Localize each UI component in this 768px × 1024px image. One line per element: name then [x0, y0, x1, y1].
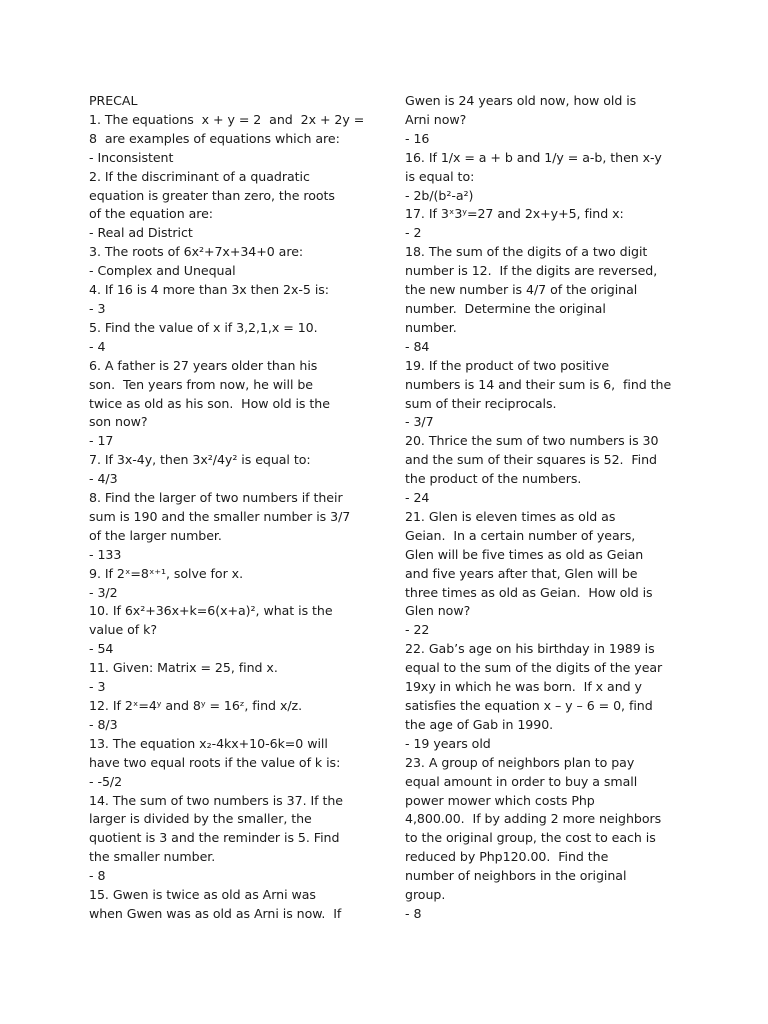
text-line: larger is divided by the smaller, the	[89, 811, 312, 827]
text-line: quotient is 3 and the reminder is 5. Find	[89, 830, 340, 846]
text-line: Geian. In a certain number of years,	[405, 527, 636, 543]
text-line: - -5/2	[89, 773, 123, 789]
text-line: Gwen is 24 years old now, how old is	[405, 93, 637, 108]
text-line: value of k?	[89, 622, 157, 638]
text-line: 9. If 2ˣ=8ˣ⁺¹, solve for x.	[89, 565, 244, 581]
text-line: - 8	[89, 868, 106, 884]
text-line: 8 are examples of equations which are:	[89, 130, 340, 146]
text-line: son now?	[89, 414, 148, 430]
text-line: - 8	[405, 905, 422, 921]
text-line: - 84	[405, 338, 430, 354]
text-line: number. Determine the original	[405, 300, 606, 316]
text-line: 23. A group of neighbors plan to pay	[405, 754, 635, 770]
text-line: - 3/2	[89, 584, 118, 600]
text-line: the product of the numbers.	[405, 471, 582, 487]
text-line: son. Ten years from now, he will be	[89, 376, 313, 392]
text-line: 18. The sum of the digits of a two digit	[405, 244, 648, 260]
text-line: - 16	[405, 130, 430, 146]
text-line: - 24	[405, 490, 430, 506]
text-line: have two equal roots if the value of k is:	[89, 754, 341, 770]
text-line: - 3	[89, 300, 106, 316]
text-line: - Inconsistent	[89, 149, 174, 165]
text-line: of the larger number.	[89, 527, 222, 543]
text-line: 1. The equations x + y = 2 and 2x + 2y =	[89, 111, 365, 127]
text-line: 19. If the product of two positive	[405, 357, 610, 373]
text-line: 22. Gab’s age on his birthday in 1989 is	[405, 641, 655, 657]
text-line: power mower which costs Php	[405, 792, 595, 808]
text-line: is equal to:	[405, 168, 475, 184]
text-line: the smaller number.	[89, 849, 216, 865]
text-line: 19xy in which he was born. If x and y	[405, 679, 642, 695]
text-line: sum of their reciprocals.	[405, 395, 557, 411]
text-line: when Gwen was as old as Arni is now. If	[89, 905, 342, 921]
text-line: three times as old as Geian. How old is	[405, 584, 653, 600]
text-line: 17. If 3ˣ3ʸ=27 and 2x+y+5, find x:	[405, 206, 624, 222]
text-line: 21. Glen is eleven times as old as	[405, 508, 616, 524]
text-line: - 3/7	[405, 414, 434, 430]
text-line: - 4/3	[89, 471, 118, 487]
text-line: 7. If 3x-4y, then 3x²/4y² is equal to:	[89, 452, 311, 468]
text-line: number is 12. If the digits are reversed,	[405, 263, 658, 279]
text-line: - 17	[89, 433, 114, 449]
text-line: 3. The roots of 6x²+7x+34+0 are:	[89, 244, 304, 260]
text-line: 10. If 6x²+36x+k=6(x+a)², what is the	[89, 603, 333, 619]
text-line: - 19 years old	[405, 735, 491, 751]
text-line: equal amount in order to buy a small	[405, 773, 638, 789]
text-line: 2. If the discriminant of a quadratic	[89, 168, 310, 184]
text-line: reduced by Php120.00. Find the	[405, 849, 609, 865]
text-line: Glen now?	[405, 603, 471, 619]
text-line: - Complex and Unequal	[89, 263, 236, 279]
text-line: to the original group, the cost to each is	[405, 830, 656, 846]
text-line: - 22	[405, 622, 430, 638]
text-line: 4. If 16 is 4 more than 3x then 2x-5 is:	[89, 282, 329, 298]
text-line: - 3	[89, 679, 106, 695]
text-line: 12. If 2ˣ=4ʸ and 8ʸ = 16ᶻ, find x/z.	[89, 698, 303, 713]
text-line: 20. Thrice the sum of two numbers is 30	[405, 433, 659, 449]
text-line: equal to the sum of the digits of the year	[405, 660, 663, 676]
text-line: Arni now?	[405, 111, 467, 127]
text-line: - Real ad District	[89, 225, 193, 241]
text-line: the age of Gab in 1990.	[405, 716, 554, 732]
right-column	[405, 92, 693, 924]
text-line: - 2	[405, 225, 422, 241]
text-line: 8. Find the larger of two numbers if their	[89, 490, 343, 506]
text-line: - 54	[89, 641, 114, 657]
text-line: and five years after that, Glen will be	[405, 565, 638, 581]
text-line: - 4	[89, 338, 106, 354]
text-line: twice as old as his son. How old is the	[89, 395, 330, 411]
text-line: 13. The equation x₂-4kx+10-6k=0 will	[89, 735, 328, 751]
text-line: satisfies the equation x – y – 6 = 0, find	[405, 698, 653, 713]
text-line: 15. Gwen is twice as old as Arni was	[89, 887, 316, 903]
text-line: PRECAL	[89, 93, 138, 108]
text-line: number of neighbors in the original	[405, 868, 627, 884]
text-line: 4,800.00. If by adding 2 more neighbors	[405, 811, 662, 827]
text-line: of the equation are:	[89, 206, 213, 222]
text-line: - 2b/(b²-a²)	[405, 187, 474, 203]
text-line: - 133	[89, 546, 122, 562]
text-line: - 8/3	[89, 716, 118, 732]
text-line: numbers is 14 and their sum is 6, find the	[405, 376, 672, 392]
text-line: Glen will be five times as old as Geian	[405, 546, 644, 562]
text-line: number.	[405, 319, 457, 335]
text-line: equation is greater than zero, the roots	[89, 187, 335, 203]
text-line: the new number is 4/7 of the original	[405, 282, 638, 298]
text-line: group.	[405, 887, 446, 903]
text-line: and the sum of their squares is 52. Find	[405, 452, 657, 468]
text-line: 14. The sum of two numbers is 37. If the	[89, 792, 343, 808]
text-line: 5. Find the value of x if 3,2,1,x = 10.	[89, 319, 318, 335]
text-line: 11. Given: Matrix = 25, find x.	[89, 660, 278, 676]
left-column	[89, 92, 373, 924]
text-line: 16. If 1/x = a + b and 1/y = a-b, then x-y	[405, 149, 662, 165]
text-line: sum is 190 and the smaller number is 3/7	[89, 508, 351, 524]
text-line: 6. A father is 27 years older than his	[89, 357, 318, 373]
